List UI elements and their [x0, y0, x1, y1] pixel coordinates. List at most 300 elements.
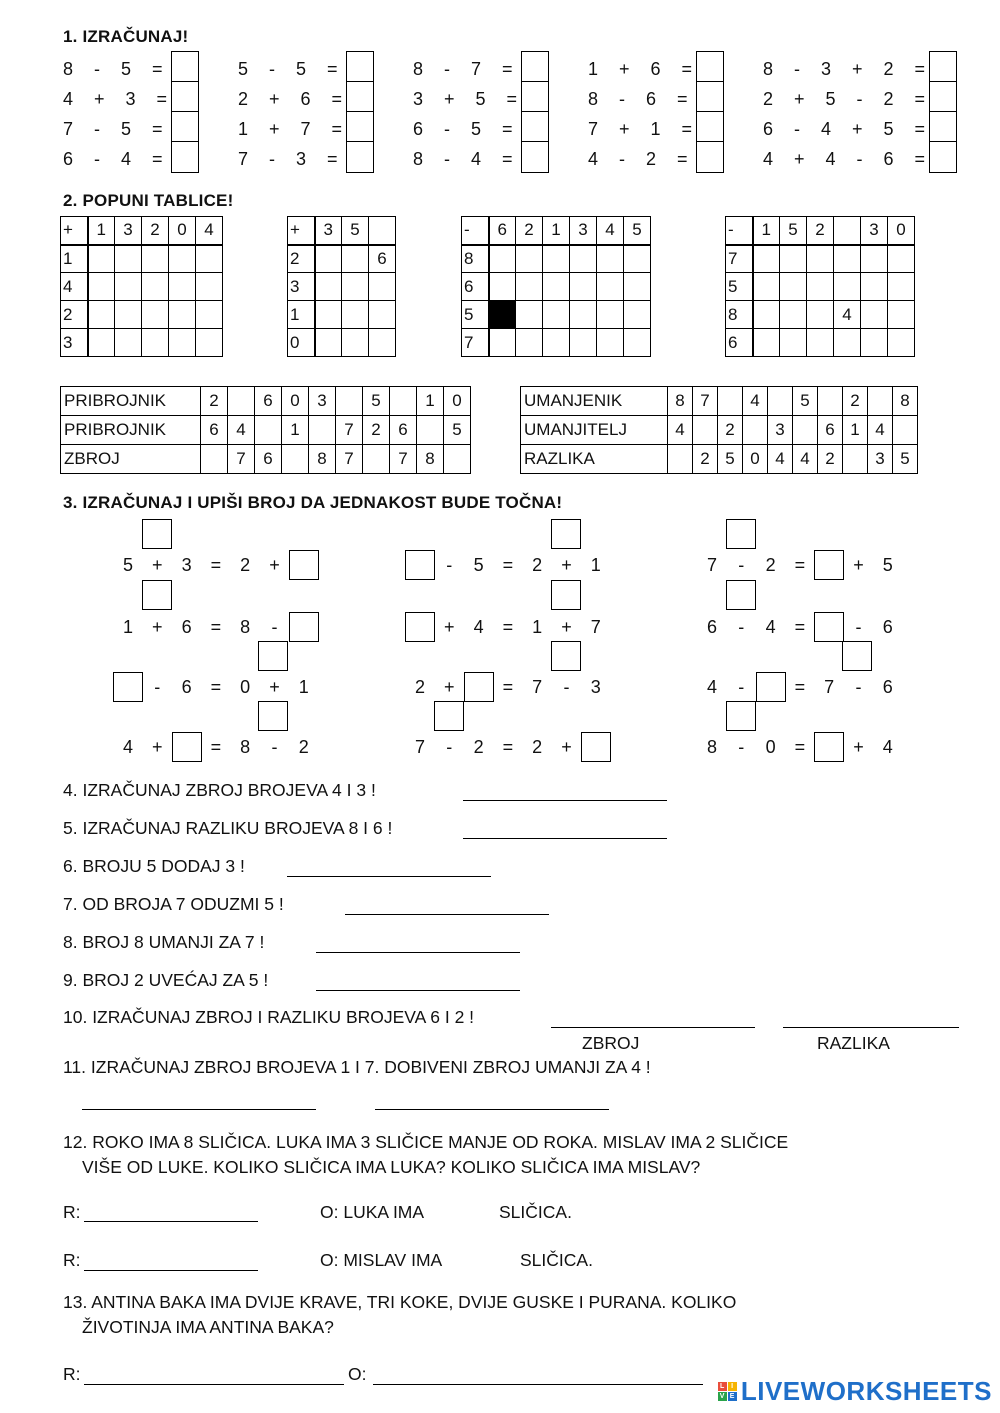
answer-cell[interactable]: [489, 273, 516, 301]
answer-cell[interactable]: [142, 273, 169, 301]
value-cell[interactable]: [363, 445, 390, 474]
answer-box[interactable]: [929, 81, 957, 113]
value-cell[interactable]: [282, 445, 309, 474]
answer-box[interactable]: [929, 141, 957, 173]
value-cell[interactable]: [444, 445, 471, 474]
answer-line-6[interactable]: [287, 876, 491, 877]
answer-cell[interactable]: [115, 273, 142, 301]
r-label-13: R:: [63, 1364, 81, 1384]
answer-cell[interactable]: [142, 245, 169, 273]
question-5: 5. IZRAČUNAJ RAZLIKU BROJEVA 8 I 6 !: [63, 818, 393, 838]
answer-cell[interactable]: [342, 329, 369, 357]
answer-cell[interactable]: [169, 301, 196, 329]
answer-cell[interactable]: [861, 301, 888, 329]
row-label: RAZLIKA: [521, 445, 668, 474]
equation-token: 6: [181, 676, 192, 697]
equation-token: +: [561, 736, 572, 757]
puzzle-box[interactable]: [142, 580, 172, 610]
puzzle-box[interactable]: [142, 519, 172, 549]
value-cell[interactable]: [718, 387, 743, 416]
puzzle-box[interactable]: [551, 641, 581, 671]
answer-cell[interactable]: [369, 301, 396, 329]
question-9: 9. BROJ 2 UVEĆAJ ZA 5 !: [63, 970, 269, 990]
answer-cell[interactable]: [88, 329, 115, 357]
value-cell[interactable]: [693, 416, 718, 445]
answer-cell[interactable]: [753, 329, 780, 357]
value-cell[interactable]: [893, 416, 918, 445]
answer-cell[interactable]: [115, 245, 142, 273]
answer-line-10-zbroj[interactable]: [551, 1027, 755, 1028]
operation-table: [461, 216, 651, 357]
answer-line-4[interactable]: [463, 800, 667, 801]
equation-text: 5 - 5 =: [238, 58, 338, 79]
operator-cell: -: [462, 217, 489, 245]
answer-cell[interactable]: [88, 301, 115, 329]
equation-text: 8 - 3 + 2 =: [763, 58, 926, 79]
equation-token: 3: [590, 676, 601, 697]
equation-token: 4: [882, 736, 893, 757]
answer-box[interactable]: [581, 732, 611, 762]
answer-cell[interactable]: [516, 329, 543, 357]
puzzle-box[interactable]: [726, 519, 756, 549]
answer-cell[interactable]: [196, 301, 223, 329]
row-header-cell: 4: [61, 273, 88, 301]
answer-cell[interactable]: [489, 329, 516, 357]
answer-box[interactable]: [521, 81, 549, 113]
equation-token: -: [446, 736, 453, 757]
row-label: ZBROJ: [61, 445, 201, 474]
header-cell: 2: [807, 217, 834, 245]
answer-box[interactable]: [346, 111, 374, 143]
puzzle-box[interactable]: [842, 641, 872, 671]
answer-cell[interactable]: [315, 329, 342, 357]
equation-token: 5: [882, 554, 893, 575]
equation-token: 6: [882, 616, 893, 637]
header-cell: 6: [489, 217, 516, 245]
header-cell: 5: [624, 217, 651, 245]
equation-text: 8 - 7 =: [413, 58, 513, 79]
value-cell[interactable]: [336, 387, 363, 416]
answer-cell[interactable]: [570, 301, 597, 329]
value-cell[interactable]: [255, 416, 282, 445]
row-header-cell: 5: [726, 273, 753, 301]
row-label: UMANJENIK: [521, 387, 668, 416]
answer-cell[interactable]: [780, 301, 807, 329]
answer-cell: 6: [369, 245, 396, 273]
answer-cell[interactable]: [570, 329, 597, 357]
row-header-cell: 6: [462, 273, 489, 301]
equation-token: 2: [765, 554, 776, 575]
equation-token: =: [210, 736, 222, 757]
answer-box[interactable]: [171, 141, 199, 173]
equation-token: -: [855, 676, 862, 697]
answer-cell[interactable]: [169, 245, 196, 273]
equation-token: -: [738, 676, 745, 697]
equation-token: 1: [122, 616, 133, 637]
answer-cell[interactable]: [624, 245, 651, 273]
answer-box[interactable]: [289, 550, 319, 580]
value-cell: 0: [743, 445, 768, 474]
answer-cell[interactable]: [342, 273, 369, 301]
row-header-cell: 6: [726, 329, 753, 357]
row-header-cell: 1: [61, 245, 88, 273]
answer-box[interactable]: [464, 672, 494, 702]
equation-text: 4 + 4 - 6 =: [763, 148, 926, 169]
equation-text: 3 + 5 =: [413, 88, 518, 109]
value-cell: 0: [444, 387, 471, 416]
answer-cell[interactable]: [516, 301, 543, 329]
equation-token: =: [502, 616, 514, 637]
answer-cell[interactable]: [489, 245, 516, 273]
question-6: 6. BROJU 5 DODAJ 3 !: [63, 856, 245, 876]
value-cell: 2: [201, 387, 228, 416]
answer-cell[interactable]: [88, 273, 115, 301]
operation-table: [60, 216, 223, 357]
equation-token: 7: [590, 616, 601, 637]
answer-cell[interactable]: [543, 329, 570, 357]
equation-token: 2: [473, 736, 484, 757]
equation-token: 1: [298, 676, 309, 697]
answer-cell[interactable]: [780, 245, 807, 273]
answer-cell[interactable]: [861, 329, 888, 357]
answer-box[interactable]: [696, 81, 724, 113]
puzzle-box[interactable]: [726, 580, 756, 610]
r-label-12b: R:: [63, 1250, 81, 1270]
value-cell: 5: [893, 445, 918, 474]
header-cell: 0: [888, 217, 915, 245]
value-cell: 2: [843, 387, 868, 416]
answer-cell[interactable]: [196, 273, 223, 301]
answer-cell[interactable]: [861, 273, 888, 301]
answer-cell[interactable]: [88, 245, 115, 273]
row-header-cell: 2: [61, 301, 88, 329]
answer-cell[interactable]: [753, 245, 780, 273]
equation-token: =: [502, 554, 514, 575]
value-cell: 3: [768, 416, 793, 445]
answer-cell[interactable]: [807, 273, 834, 301]
equation-text: 4 - 2 =: [588, 148, 688, 169]
answer-box[interactable]: [929, 111, 957, 143]
value-cell[interactable]: [417, 416, 444, 445]
answer-box[interactable]: [696, 51, 724, 83]
value-cell[interactable]: [228, 387, 255, 416]
equation-token: =: [210, 616, 222, 637]
equation-token: 4: [473, 616, 484, 637]
answer-line-10-razlika[interactable]: [783, 1027, 959, 1028]
label-zbroj: ZBROJ: [582, 1033, 640, 1053]
answer-cell[interactable]: [570, 273, 597, 301]
equation-token: 7: [414, 736, 425, 757]
row-header-cell: 3: [288, 273, 315, 301]
section1-title: 1. IZRAČUNAJ!: [63, 27, 189, 46]
row-header-cell: 7: [462, 329, 489, 357]
equation-text: 6 - 5 =: [413, 118, 513, 139]
header-cell: 2: [516, 217, 543, 245]
equation-token: -: [563, 676, 570, 697]
answer-line-12b[interactable]: [84, 1270, 258, 1271]
answer-cell[interactable]: [597, 329, 624, 357]
answer-box[interactable]: [521, 51, 549, 83]
equation-text: 2 + 6 =: [238, 88, 343, 109]
answer-cell[interactable]: [624, 301, 651, 329]
answer-line-7[interactable]: [345, 914, 549, 915]
value-cell: 4: [743, 387, 768, 416]
equation-token: 6: [181, 616, 192, 637]
answer-cell[interactable]: [369, 329, 396, 357]
answer-cell[interactable]: [142, 329, 169, 357]
answer-cell[interactable]: [115, 329, 142, 357]
answer-cell[interactable]: [315, 301, 342, 329]
row-label: PRIBROJNIK: [61, 416, 201, 445]
answer-cell[interactable]: [142, 301, 169, 329]
answer-line-8[interactable]: [316, 952, 520, 953]
answer-cell[interactable]: [342, 301, 369, 329]
o-mislav: O: MISLAV IMA: [320, 1250, 443, 1270]
answer-line-13r[interactable]: [84, 1384, 344, 1385]
answer-box[interactable]: [113, 672, 143, 702]
equation-token: -: [738, 554, 745, 575]
o-luka: O: LUKA IMA: [320, 1202, 425, 1222]
answer-cell[interactable]: [516, 273, 543, 301]
equation-token: =: [794, 676, 806, 697]
answer-cell[interactable]: [369, 273, 396, 301]
answer-cell[interactable]: [169, 329, 196, 357]
answer-box[interactable]: [521, 141, 549, 173]
answer-line-9[interactable]: [316, 990, 520, 991]
header-cell: [834, 217, 861, 245]
value-cell: 0: [282, 387, 309, 416]
equation-token: +: [152, 736, 163, 757]
o-label-13: O:: [348, 1364, 367, 1384]
answer-cell[interactable]: [807, 245, 834, 273]
answer-cell[interactable]: [888, 245, 915, 273]
equation-token: -: [738, 736, 745, 757]
answer-cell[interactable]: [342, 245, 369, 273]
answer-box[interactable]: [171, 51, 199, 83]
row-header-cell: 3: [61, 329, 88, 357]
answer-cell[interactable]: [315, 273, 342, 301]
value-cell: 6: [201, 416, 228, 445]
puzzle-box[interactable]: [258, 641, 288, 671]
puzzle-box[interactable]: [258, 701, 288, 731]
answer-line-5[interactable]: [463, 838, 667, 839]
value-cell: 4: [868, 416, 893, 445]
value-cell: 6: [255, 387, 282, 416]
value-cell: 2: [718, 416, 743, 445]
value-cell[interactable]: [843, 445, 868, 474]
equation-token: 2: [414, 676, 425, 697]
answer-box[interactable]: [171, 81, 199, 113]
answer-cell[interactable]: [196, 245, 223, 273]
answer-cell[interactable]: [834, 245, 861, 273]
operator-cell: +: [288, 217, 315, 245]
equation-token: +: [269, 676, 280, 697]
equation-text: 7 - 3 =: [238, 148, 338, 169]
equation-token: -: [271, 736, 278, 757]
answer-cell[interactable]: [624, 329, 651, 357]
answer-cell[interactable]: [861, 245, 888, 273]
answer-box[interactable]: [346, 81, 374, 113]
equation-token: 2: [298, 736, 309, 757]
header-cell: 3: [861, 217, 888, 245]
value-cell[interactable]: [818, 387, 843, 416]
value-cell: 7: [693, 387, 718, 416]
equation-token: =: [210, 676, 222, 697]
answer-line-11b[interactable]: [375, 1109, 609, 1110]
answer-cell[interactable]: [169, 273, 196, 301]
equation-token: +: [853, 736, 864, 757]
equation-token: +: [269, 554, 280, 575]
value-cell[interactable]: [868, 387, 893, 416]
value-cell: 6: [390, 416, 417, 445]
answer-box[interactable]: [346, 51, 374, 83]
answer-cell[interactable]: [753, 301, 780, 329]
equation-text: 8 - 4 =: [413, 148, 513, 169]
value-cell: 5: [793, 387, 818, 416]
answer-cell[interactable]: [543, 273, 570, 301]
answer-cell[interactable]: [888, 301, 915, 329]
header-cell: 3: [570, 217, 597, 245]
puzzle-box[interactable]: [551, 519, 581, 549]
answer-box[interactable]: [405, 612, 435, 642]
answer-cell[interactable]: [807, 301, 834, 329]
equation-token: =: [502, 736, 514, 757]
equation-token: +: [152, 554, 163, 575]
value-cell: 6: [818, 416, 843, 445]
equation-token: 1: [590, 554, 601, 575]
answer-box[interactable]: [696, 141, 724, 173]
puzzle-box[interactable]: [434, 701, 464, 731]
value-cell[interactable]: [390, 387, 417, 416]
answer-line-11a[interactable]: [82, 1109, 316, 1110]
equation-token: -: [446, 554, 453, 575]
header-cell: 1: [753, 217, 780, 245]
value-cell: 1: [843, 416, 868, 445]
answer-cell[interactable]: [315, 245, 342, 273]
equation-token: +: [561, 554, 572, 575]
header-cell: 5: [342, 217, 369, 245]
answer-cell[interactable]: [543, 301, 570, 329]
answer-cell[interactable]: [834, 329, 861, 357]
answer-cell[interactable]: [597, 245, 624, 273]
answer-box[interactable]: [346, 141, 374, 173]
equation-token: 8: [240, 616, 251, 637]
header-cell: 3: [315, 217, 342, 245]
answer-box[interactable]: [929, 51, 957, 83]
header-cell: 4: [597, 217, 624, 245]
question-13-line2: ŽIVOTINJA IMA ANTINA BAKA?: [82, 1317, 334, 1337]
value-cell[interactable]: [768, 387, 793, 416]
answer-cell[interactable]: [516, 245, 543, 273]
value-cell[interactable]: [793, 416, 818, 445]
answer-line-12a[interactable]: [84, 1221, 258, 1222]
answer-box[interactable]: [289, 612, 319, 642]
value-cell: 4: [668, 416, 693, 445]
equation-token: 1: [532, 616, 543, 637]
question-13-line1: 13. ANTINA BAKA IMA DVIJE KRAVE, TRI KOKE, DVIJE GUSKE I PURANA. KOLIKO: [63, 1292, 737, 1312]
question-8: 8. BROJ 8 UMANJI ZA 7 !: [63, 932, 265, 952]
value-cell[interactable]: [309, 416, 336, 445]
row-header-cell: 1: [288, 301, 315, 329]
answer-cell[interactable]: [888, 329, 915, 357]
answer-box[interactable]: [521, 111, 549, 143]
row-label: PRIBROJNIK: [61, 387, 201, 416]
answer-box[interactable]: [405, 550, 435, 580]
equation-token: 2: [532, 736, 543, 757]
operator-cell: -: [726, 217, 753, 245]
answer-cell[interactable]: [780, 329, 807, 357]
answer-cell[interactable]: [753, 273, 780, 301]
answer-cell[interactable]: [570, 245, 597, 273]
equation-token: 6: [706, 616, 717, 637]
slicica-mislav: SLIČICA.: [520, 1250, 593, 1270]
equation-token: 2: [532, 554, 543, 575]
row-header-cell: 8: [462, 245, 489, 273]
answer-cell[interactable]: [624, 273, 651, 301]
value-cell: 5: [444, 416, 471, 445]
value-cell[interactable]: [668, 445, 693, 474]
subtraction-table: [520, 386, 918, 474]
value-cell: 8: [668, 387, 693, 416]
value-cell: 2: [363, 416, 390, 445]
answer-box[interactable]: [814, 732, 844, 762]
value-cell: 3: [868, 445, 893, 474]
answer-cell[interactable]: [196, 329, 223, 357]
equation-token: 3: [181, 554, 192, 575]
answer-box[interactable]: [814, 612, 844, 642]
header-cell: 5: [780, 217, 807, 245]
equation-token: 5: [473, 554, 484, 575]
answer-line-13o[interactable]: [373, 1384, 703, 1385]
equation-token: 4: [765, 616, 776, 637]
row-header-cell: 0: [288, 329, 315, 357]
value-cell[interactable]: [743, 416, 768, 445]
equation-token: +: [444, 616, 455, 637]
header-cell: [369, 217, 396, 245]
answer-box[interactable]: [756, 672, 786, 702]
value-cell[interactable]: [201, 445, 228, 474]
answer-cell[interactable]: [543, 245, 570, 273]
answer-cell[interactable]: [597, 273, 624, 301]
answer-box[interactable]: [814, 550, 844, 580]
answer-cell[interactable]: [780, 273, 807, 301]
answer-box[interactable]: [696, 111, 724, 143]
puzzle-box[interactable]: [726, 701, 756, 731]
puzzle-box[interactable]: [551, 580, 581, 610]
question-11: 11. IZRAČUNAJ ZBROJ BROJEVA 1 I 7. DOBIVENI ZBROJ UMANJI ZA 4 !: [63, 1057, 651, 1077]
header-cell: 4: [196, 217, 223, 245]
equation-token: 7: [824, 676, 835, 697]
value-cell: 1: [417, 387, 444, 416]
equation-token: =: [502, 676, 514, 697]
equation-token: -: [855, 616, 862, 637]
equation-token: -: [738, 616, 745, 637]
blocked-cell: [489, 301, 516, 329]
answer-cell[interactable]: [807, 329, 834, 357]
answer-cell[interactable]: [597, 301, 624, 329]
equation-token: +: [444, 676, 455, 697]
answer-box[interactable]: [171, 111, 199, 143]
equation-token: +: [152, 616, 163, 637]
operation-table: [725, 216, 915, 357]
question-4: 4. IZRAČUNAJ ZBROJ BROJEVA 4 I 3 !: [63, 780, 376, 800]
answer-cell[interactable]: [115, 301, 142, 329]
equation-text: 7 - 5 =: [63, 118, 163, 139]
equation-text: 1 + 7 =: [238, 118, 343, 139]
answer-box[interactable]: [172, 732, 202, 762]
answer-cell[interactable]: [888, 273, 915, 301]
answer-cell[interactable]: [834, 273, 861, 301]
